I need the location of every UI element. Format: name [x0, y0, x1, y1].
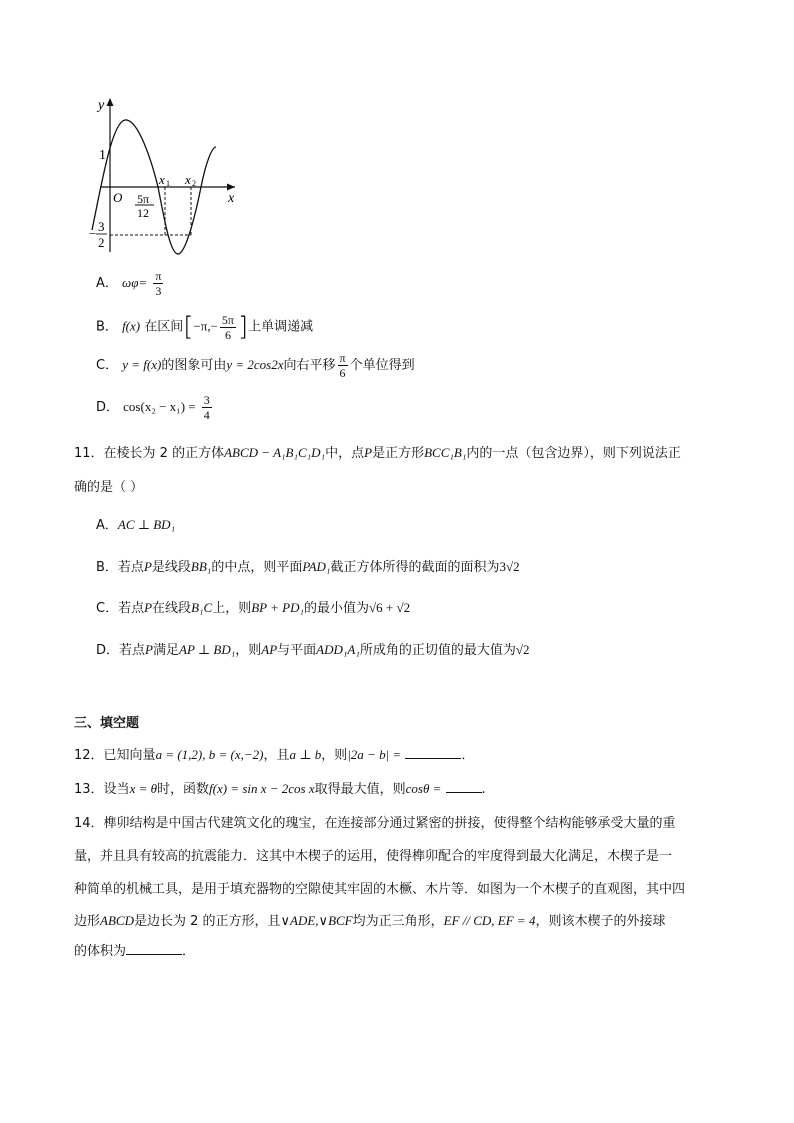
x2-sub: 2 — [192, 179, 196, 188]
option-letter: B． — [96, 319, 118, 335]
text: 若点 — [119, 643, 146, 658]
left-bracket: [ — [183, 312, 194, 342]
question-number: 11． — [74, 446, 104, 461]
option-c-lhs: y = f(x) — [122, 357, 162, 372]
point: P — [143, 559, 152, 574]
q11-point: P — [364, 445, 373, 460]
condition: a ⊥ b — [289, 747, 322, 762]
question-number: 13． — [74, 782, 104, 797]
option-a-expr: AC ⊥ BD₁ — [117, 517, 176, 532]
y-axis-label: y — [98, 98, 105, 113]
q11-option-d — [96, 639, 530, 658]
answer-blank[interactable] — [446, 780, 482, 793]
point: P — [144, 600, 153, 615]
condition: AP ⊥ BD₁ — [179, 642, 236, 657]
text: 均为正三角形， — [352, 914, 444, 929]
text: 边形 — [74, 914, 101, 929]
q11-cube: ABCD − A₁B₁C₁D₁ — [224, 445, 326, 460]
x-axis-label: x — [228, 191, 235, 206]
text: ，则 — [321, 748, 348, 763]
point: P — [145, 642, 153, 657]
expression: |2a − b| = — [347, 747, 402, 762]
q12 — [74, 744, 474, 763]
option-d-expr: cos(x₂ − x₁) = — [123, 399, 196, 414]
frac-den: 6 — [224, 327, 231, 342]
question-number: 14． — [74, 816, 104, 831]
q14-line2: 量，并且具有较高的抗震能力．这其中木楔子的运用，使得榫卯配合的牢度得到最大化满足，木楔子是一 — [74, 849, 673, 864]
y-axis-arrow — [107, 98, 114, 106]
right-bracket: ] — [237, 312, 249, 342]
q11-text: 是正方形 — [372, 446, 425, 461]
text: 与平面 — [277, 643, 317, 658]
option-c-frac — [338, 352, 348, 379]
text: 是线段 — [151, 560, 191, 575]
text: 若点 — [117, 560, 144, 575]
quad: ABCD — [100, 913, 134, 928]
section-title: 三、填空题 — [74, 716, 140, 731]
text: ． — [461, 748, 475, 763]
option-letter: A． — [96, 276, 118, 291]
option-c-text1: 的图象可由 — [161, 358, 227, 373]
q14-line5 — [74, 940, 195, 959]
value: 3√2 — [499, 559, 520, 574]
q13 — [74, 778, 486, 797]
text: 榫卯结构是中国古代建筑文化的瑰宝，在连接部分通过紧密的拼接，使得整个结构能够承受大量的重 — [103, 816, 676, 831]
expression: cosθ = — [405, 781, 442, 796]
segment: BB₁ — [190, 559, 212, 574]
option-letter: C． — [96, 358, 119, 373]
q10-option-b — [96, 312, 313, 342]
option-c-text2: 向右平移 — [283, 358, 336, 373]
answer-blank[interactable] — [405, 746, 461, 759]
text: 满足 — [152, 643, 179, 658]
condition: EF // CD, EF = 4 — [443, 913, 536, 928]
question-number: 12． — [74, 748, 104, 763]
q10-option-c — [96, 352, 415, 379]
text: . — [481, 782, 486, 797]
option-c-fn: y = 2cos2x — [226, 357, 284, 372]
vectors: a = (1,2), b = (x,−2) — [155, 747, 264, 762]
origin-label: O — [113, 190, 123, 205]
option-letter: A． — [96, 518, 118, 533]
expression: BP + PD₁ — [251, 600, 304, 615]
q11-text: 确的是（ ） — [74, 480, 144, 495]
text: 截正方体所得的截面的面积为 — [330, 560, 500, 575]
text: 的中点，则平面 — [211, 560, 303, 575]
text: 已知向量 — [103, 748, 156, 763]
option-b-text1: 在区间 — [144, 319, 184, 335]
x2-label: x — [185, 172, 191, 187]
text: 在线段 — [152, 601, 192, 616]
function: f(x) = sin x − 2cos x — [209, 781, 315, 796]
q11-face: BCC₁B₁ — [424, 445, 467, 460]
frac-num: π — [155, 269, 162, 283]
tick-x-num: 5π — [137, 192, 150, 206]
frac-num: 5π — [221, 312, 234, 327]
option-letter: D． — [96, 643, 120, 658]
option-a-frac — [153, 270, 163, 297]
plane: PAD₁ — [302, 559, 331, 574]
q11-option-c — [96, 597, 410, 616]
frac-den: 4 — [203, 408, 210, 422]
option-b-func: f(x) — [122, 318, 141, 334]
tick-y-neg-den: 2 — [98, 235, 105, 250]
value: √6 + √2 — [369, 600, 411, 615]
condition: x = θ — [129, 781, 157, 796]
text: 时，函数 — [157, 782, 210, 797]
frac-den: 6 — [339, 366, 346, 380]
x-axis-arrow — [227, 184, 235, 191]
function-graph — [80, 92, 250, 262]
option-a-expr: ωφ= — [122, 275, 148, 290]
answer-blank[interactable] — [126, 942, 182, 955]
q11-text: 在棱长为 2 的正方体 — [103, 446, 225, 461]
option-d-frac — [202, 394, 212, 421]
tick-y-neg-num: 3 — [98, 219, 105, 234]
option-b-interval-left: −π,− — [193, 318, 218, 334]
tick-x-den: 12 — [137, 206, 149, 220]
line: AP — [261, 642, 278, 657]
value: √2 — [515, 642, 530, 657]
text: 的最小值为 — [304, 601, 370, 616]
q11-option-b — [96, 556, 520, 575]
q11-text: 中，点 — [325, 446, 365, 461]
frac-den: 3 — [155, 284, 162, 298]
option-b-frac — [220, 314, 236, 341]
q11-stem-line2 — [74, 476, 143, 495]
q11-stem-line1 — [74, 442, 681, 461]
plane: ADD₁A₁ — [316, 642, 360, 657]
q10-option-d — [96, 394, 214, 421]
text: ，则该木楔子的外接球 — [535, 914, 666, 929]
q14-line3: 种简单的机械工具，是用于填充器物的空隙使其牢固的木橛、木片等．如图为一个木楔子的直观图，其中四 — [74, 882, 686, 897]
x1-label: x — [159, 172, 165, 187]
x1-sub: 1 — [166, 179, 170, 188]
text: 设当 — [103, 782, 130, 797]
text: ． — [182, 944, 196, 959]
triangles: ∨ADE,∨BCF — [280, 913, 353, 928]
text: 取得最大值，则 — [314, 782, 406, 797]
text: ，则 — [235, 643, 262, 658]
text: 若点 — [118, 601, 145, 616]
option-b-text2: 上单调递减 — [248, 319, 314, 335]
q10-option-a — [96, 270, 165, 297]
option-c-text3: 个单位得到 — [349, 358, 415, 373]
text: 是边长为 2 的正方形，且 — [133, 914, 281, 929]
tick-y-neg-sign: − — [89, 226, 97, 241]
q14-line4 — [74, 910, 665, 929]
option-letter: B． — [96, 560, 118, 575]
text: 的体积为 — [74, 944, 127, 959]
option-letter: D． — [96, 400, 120, 415]
text: 所成角的正切值的最大值为 — [359, 643, 516, 658]
tick-y-one: 1 — [99, 148, 106, 163]
frac-num: 3 — [203, 393, 210, 407]
option-letter: C． — [96, 601, 119, 616]
q11-text: 内的一点（包含边界），则下列说法正 — [466, 446, 681, 461]
text: ，且 — [263, 748, 290, 763]
q11-option-a — [96, 514, 175, 533]
frac-num: π — [339, 351, 346, 365]
segment: B₁C — [191, 600, 213, 615]
q14-line1 — [74, 812, 676, 831]
text: 上，则 — [212, 601, 252, 616]
